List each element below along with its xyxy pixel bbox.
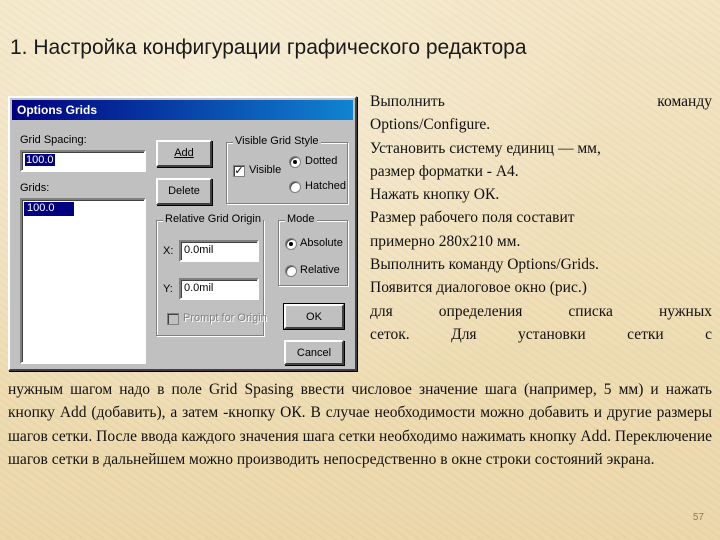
body-paragraph-text: нужным шагом надо в поле Grid Spasing ввести числовое значение шага (например, 5 мм) и нажать кнопку Add (добавить), а затем -кнопку ОК. В случае необходимости можно добавить и другие размеры шагов сетки. После ввода каждого значения шага сетки необходимо нажимать кнопку Add. Переключение шагов сетки в дальнейшем можно производить непосредственно в окне строки состояний экрана. [8,381,712,468]
dotted-label: Dotted [305,155,338,167]
hatched-label: Hatched [305,180,346,192]
instruction-line: размер форматки - А4. [370,162,519,180]
instructions-column [370,90,712,346]
y-origin-value: 0.0mil [184,282,214,294]
instruction-line: Размер рабочего поля составит [370,209,575,227]
relative-radio[interactable] [285,265,297,277]
ok-button-label: OK [306,311,322,323]
visible-checkbox[interactable]: ✓ [234,165,244,177]
absolute-label: Absolute [300,237,343,249]
instruction-line: Установить систему единиц — мм, [370,139,601,157]
grids-listbox[interactable] [20,198,146,364]
instruction-line: Нажать кнопку ОК. [370,186,500,204]
relative-grid-origin-label: Relative Grid Origin [165,213,261,225]
grids-list-item[interactable]: 100.0 [24,202,74,216]
x-label: X: [163,245,174,257]
slide-title: 1. Настройка конфигурации графического редактора [10,36,527,59]
grids-label: Grids: [20,182,50,194]
grid-spacing-input[interactable] [20,150,146,172]
cancel-button[interactable] [284,340,344,365]
y-origin-input[interactable] [179,278,259,300]
mode-label: Mode [287,213,315,225]
relative-grid-origin-group [156,213,267,336]
visible-grid-style-group [226,135,348,204]
instruction-line: Выполнить команду [370,93,712,110]
instruction-line: примерно 280х210 мм. [370,232,521,250]
prompt-origin-checkbox[interactable] [167,313,179,325]
x-origin-value: 0.0mil [184,244,214,256]
y-label: Y: [163,283,173,295]
dialog-titlebar: Options Grids [12,100,353,120]
instruction-line: для определения списка нужных [370,302,712,320]
options-grids-dialog [8,96,357,371]
grid-spacing-value: 100.0 [26,154,54,166]
mode-group [278,213,348,286]
slide-number: 57 [692,512,704,523]
delete-button-label: Delete [168,185,200,197]
hatched-radio[interactable] [289,181,301,193]
grid-spacing-label: Grid Spacing: [20,134,87,146]
visible-checkbox-label: Visible [249,164,282,176]
absolute-radio[interactable] [285,238,297,250]
instruction-line: Появится диалоговое окно (рис.) [370,279,587,297]
cancel-button-label: Cancel [296,347,332,359]
x-origin-input[interactable] [179,240,259,262]
add-button[interactable] [156,140,212,167]
instruction-line: сеток. Для установки сетки с [370,325,712,343]
add-button-label: Add [174,147,194,159]
prompt-origin-label: Prompt for Origin [183,312,267,324]
visible-grid-style-label: Visible Grid Style [235,135,319,147]
body-paragraph [8,378,712,471]
instruction-line: Options/Configure. [370,116,491,134]
delete-button[interactable] [156,178,212,205]
ok-button[interactable] [284,304,344,329]
dotted-radio[interactable] [289,156,301,168]
relative-label: Relative [300,264,340,276]
instruction-line: Выполнить команду Options/Grids. [370,256,599,274]
